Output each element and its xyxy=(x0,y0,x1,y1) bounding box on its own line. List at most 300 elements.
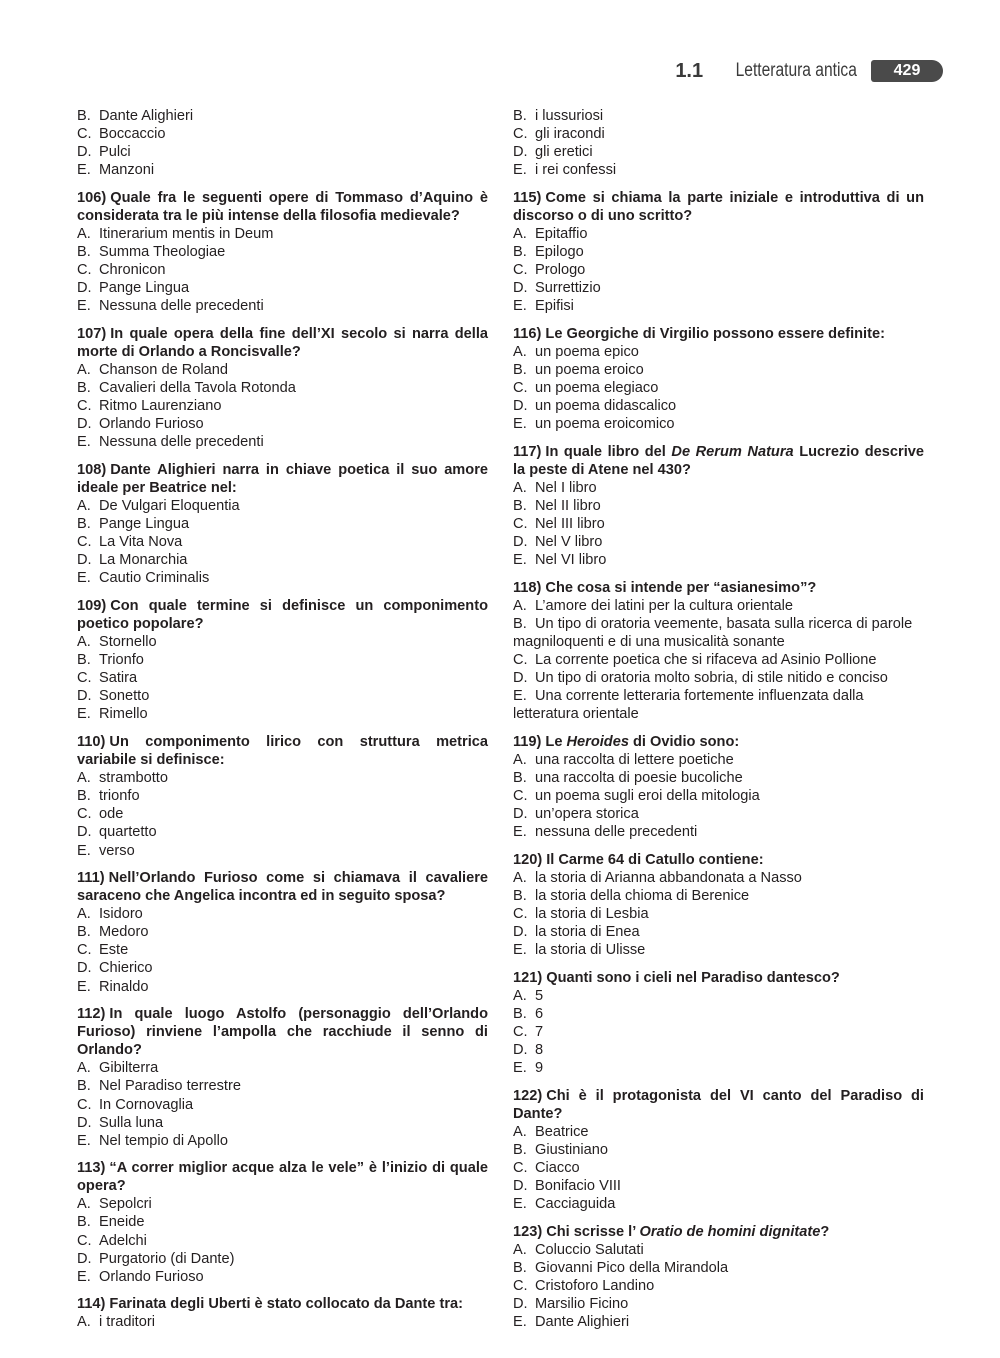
option-letter: B. xyxy=(513,1142,527,1159)
answer-option xyxy=(77,1096,488,1114)
answer-option xyxy=(513,497,924,515)
answer-option xyxy=(77,297,488,315)
answer-option xyxy=(77,651,488,669)
option-text: la storia di Enea xyxy=(535,924,640,941)
answer-option xyxy=(77,433,488,451)
answer-option xyxy=(513,379,924,397)
answer-option xyxy=(513,1159,924,1177)
option-text: Nel Paradiso terrestre xyxy=(99,1078,241,1095)
option-text: Rimello xyxy=(99,706,148,723)
option-text: Prologo xyxy=(535,262,586,279)
option-text: Beatrice xyxy=(535,1124,589,1140)
option-letter: B. xyxy=(77,1078,91,1095)
option-letter: E. xyxy=(77,842,91,859)
option-text: i traditori xyxy=(99,1314,155,1331)
question-number: 120) xyxy=(513,851,543,868)
answer-option xyxy=(513,125,924,143)
option-text: un poema epico xyxy=(535,343,639,360)
option-text: Nel tempio di Apollo xyxy=(99,1132,228,1149)
answer-option xyxy=(77,1213,488,1231)
option-text: un poema eroico xyxy=(535,362,644,378)
question-block xyxy=(513,969,924,1078)
answer-option xyxy=(513,343,924,361)
option-text: gli iracondi xyxy=(535,126,605,143)
option-letter: E. xyxy=(513,1060,527,1077)
option-text: Chierico xyxy=(99,960,153,977)
answer-option xyxy=(513,615,924,651)
answer-option xyxy=(513,905,924,923)
option-letter: B. xyxy=(513,888,527,905)
question-text xyxy=(513,189,924,225)
option-letter: A. xyxy=(77,634,91,651)
option-letter: B. xyxy=(77,380,91,397)
option-letter: E. xyxy=(513,162,527,179)
question-number: 114) xyxy=(77,1296,106,1313)
option-letter: A. xyxy=(77,362,91,378)
question-body: In quale opera della fine dell’XI secolo si narra della morte di Orlando a Roncisvalle? xyxy=(77,325,488,360)
question-text xyxy=(77,869,488,905)
answer-option xyxy=(513,1177,924,1195)
question-block xyxy=(513,1087,924,1214)
option-letter: A. xyxy=(513,870,527,886)
question-number: 108) xyxy=(77,461,107,478)
option-text: Isidoro xyxy=(99,906,143,923)
question-block xyxy=(77,461,488,588)
option-text: un poema didascalico xyxy=(535,398,677,415)
answer-option xyxy=(77,1114,488,1132)
question-number: 111) xyxy=(77,870,105,886)
answer-option xyxy=(77,1195,488,1213)
option-text: L’amore dei latini per la cultura orientale xyxy=(535,597,793,614)
option-text: Medoro xyxy=(99,924,149,941)
option-text: Un tipo di oratoria veemente, basata sulla ricerca di parole magniloquenti e di una musicalità sonante xyxy=(513,616,913,651)
option-letter: A. xyxy=(77,1196,91,1213)
question-text xyxy=(513,579,924,597)
option-letter: E. xyxy=(77,706,91,723)
question-body: Che cosa si intende per “asianesimo”? xyxy=(545,579,817,596)
answer-option xyxy=(77,361,488,379)
option-text: i lussuriosi xyxy=(535,108,604,124)
option-letter: B. xyxy=(513,108,527,124)
option-text: De Vulgari Eloquentia xyxy=(99,498,240,515)
option-letter: A. xyxy=(77,498,91,515)
option-text: una raccolta di lettere poetiche xyxy=(535,752,734,769)
question-block xyxy=(513,443,924,570)
answer-option xyxy=(77,823,488,841)
answer-option xyxy=(77,633,488,651)
question-body: Come si chiama la parte iniziale e introduttiva di un discorso o di uno scritto? xyxy=(513,189,924,224)
question-number: 115) xyxy=(513,189,542,206)
question-number: 113) xyxy=(77,1160,106,1177)
answer-option xyxy=(77,941,488,959)
answer-option xyxy=(77,225,488,243)
answer-option xyxy=(77,669,488,687)
option-text: Cacciaguida xyxy=(535,1196,616,1213)
answer-option xyxy=(513,279,924,297)
question-block xyxy=(513,1223,924,1332)
section-title: Letteratura antica xyxy=(735,60,857,81)
answer-option xyxy=(513,1005,924,1023)
option-text: Epitaffio xyxy=(535,225,588,242)
option-letter: C. xyxy=(513,1160,528,1177)
question-number: 118) xyxy=(513,579,542,596)
answer-option xyxy=(77,842,488,860)
question-number: 110) xyxy=(77,733,106,750)
question-number: 121) xyxy=(513,969,543,986)
answer-option xyxy=(513,107,924,125)
option-letter: B. xyxy=(513,770,527,787)
question-text xyxy=(77,189,488,225)
option-text: Dante Alighieri xyxy=(535,1314,630,1331)
option-letter: B. xyxy=(77,108,91,124)
section-number: 1.1 xyxy=(675,59,704,82)
question-text xyxy=(513,1087,924,1123)
answer-option xyxy=(77,551,488,569)
question-body: Le xyxy=(545,733,563,750)
answer-option xyxy=(513,805,924,823)
option-text: Ritmo Laurenziano xyxy=(99,398,222,415)
option-text: Nel I libro xyxy=(535,479,597,496)
answer-option xyxy=(77,161,488,179)
left-column xyxy=(77,107,488,1331)
option-letter: A. xyxy=(77,770,91,787)
option-letter: D. xyxy=(513,144,528,161)
option-text: La corrente poetica che si rifaceva ad Asinio Pollione xyxy=(535,652,877,669)
option-text: ode xyxy=(99,806,124,823)
answer-option xyxy=(77,978,488,996)
option-text: Ciacco xyxy=(535,1160,580,1177)
option-text: Epilogo xyxy=(535,244,584,261)
option-text: Cavalieri della Tavola Rotonda xyxy=(99,380,296,397)
answer-option xyxy=(77,279,488,297)
question-italic-title: Heroides xyxy=(566,733,629,750)
option-text: Dante Alighieri xyxy=(99,108,194,124)
option-text: quartetto xyxy=(99,824,157,841)
option-letter: B. xyxy=(513,616,527,632)
answer-option xyxy=(77,1059,488,1077)
answer-option xyxy=(513,1313,924,1331)
option-text: la storia di Ulisse xyxy=(535,942,646,959)
question-number: 109) xyxy=(77,597,107,614)
option-letter: A. xyxy=(77,1060,91,1077)
answer-option xyxy=(77,1313,488,1331)
answer-option xyxy=(77,687,488,705)
option-letter: C. xyxy=(77,534,92,551)
option-letter: E. xyxy=(513,688,527,705)
right-column xyxy=(513,107,924,1331)
option-letter: C. xyxy=(77,942,92,959)
option-text: Stornello xyxy=(99,634,157,651)
option-text: La Vita Nova xyxy=(99,534,183,551)
option-text: La Monarchia xyxy=(99,552,188,569)
answer-option xyxy=(77,415,488,433)
option-letter: A. xyxy=(513,343,527,360)
option-text: Purgatorio (di Dante) xyxy=(99,1250,235,1267)
answer-option xyxy=(513,887,924,905)
option-text: Sepolcri xyxy=(99,1196,152,1213)
question-body: ? xyxy=(820,1223,830,1240)
question-text xyxy=(513,969,924,987)
option-letter: D. xyxy=(513,1042,528,1059)
question-block xyxy=(513,189,924,316)
option-text: trionfo xyxy=(99,788,140,805)
question-number: 116) xyxy=(513,325,542,342)
option-letter: D. xyxy=(77,688,92,705)
option-text: strambotto xyxy=(99,770,168,787)
answer-option xyxy=(77,705,488,723)
option-text: Nel V libro xyxy=(535,534,603,551)
option-letter: D. xyxy=(77,824,92,841)
option-letter: D. xyxy=(513,924,528,941)
answer-option xyxy=(513,923,924,941)
question-italic-title: Oratio de homini dignitate xyxy=(639,1223,821,1240)
option-letter: E. xyxy=(77,978,91,995)
question-body: Chi è il protagonista del VI canto del Paradiso di Dante? xyxy=(513,1087,924,1122)
option-text: 8 xyxy=(535,1042,544,1059)
option-letter: D. xyxy=(513,534,528,551)
answer-option xyxy=(513,1041,924,1059)
option-letter: C. xyxy=(513,516,528,533)
answer-option xyxy=(513,1059,924,1077)
option-letter: D. xyxy=(513,1178,528,1195)
option-letter: E. xyxy=(77,570,91,587)
question-body: Farinata degli Uberti è stato collocato da Dante tra: xyxy=(109,1296,463,1313)
page-number-badge: 429 xyxy=(871,60,943,82)
option-letter: D. xyxy=(77,1250,92,1267)
option-letter: C. xyxy=(513,652,528,669)
answer-option xyxy=(513,1295,924,1313)
option-letter: E. xyxy=(513,1196,527,1213)
option-letter: C. xyxy=(513,906,528,923)
option-letter: D. xyxy=(77,280,92,297)
question-body: Un componimento lirico con struttura metrica variabile si definisce: xyxy=(77,733,488,769)
question-text xyxy=(513,325,924,343)
answer-option xyxy=(77,243,488,261)
option-text: un poema elegiaco xyxy=(535,380,659,397)
option-letter: C. xyxy=(513,1278,528,1295)
option-letter: B. xyxy=(77,652,91,669)
question-text xyxy=(77,1295,488,1313)
answer-option xyxy=(513,1195,924,1213)
question-body: Chi scrisse l’ xyxy=(546,1223,636,1240)
option-text: Chronicon xyxy=(99,262,166,279)
question-number: 117) xyxy=(513,443,542,460)
option-letter: A. xyxy=(513,1241,527,1258)
option-letter: C. xyxy=(77,126,92,143)
answer-option xyxy=(77,1232,488,1250)
question-body: In quale luogo Astolfo (personaggio dell’Orlando Furioso) rinviene l’ampolla che racchiude il senno di Orlando? xyxy=(77,1006,488,1059)
option-text: Pange Lingua xyxy=(99,516,190,533)
answer-option xyxy=(77,261,488,279)
answer-option xyxy=(513,479,924,497)
option-letter: A. xyxy=(513,752,527,769)
option-letter: E. xyxy=(513,552,527,569)
question-block xyxy=(513,851,924,960)
answer-option xyxy=(513,143,924,161)
answer-option xyxy=(77,379,488,397)
option-text: Adelchi xyxy=(99,1232,147,1249)
option-text: Summa Theologiae xyxy=(99,244,226,261)
question-block xyxy=(77,189,488,316)
question-block xyxy=(77,1005,488,1150)
option-letter: E. xyxy=(513,1314,527,1331)
answer-option xyxy=(513,769,924,787)
answer-option xyxy=(77,569,488,587)
option-text: Sonetto xyxy=(99,688,150,705)
option-text: gli eretici xyxy=(535,144,593,161)
option-text: In Cornovaglia xyxy=(99,1096,194,1113)
option-text: Boccaccio xyxy=(99,126,166,143)
answer-option xyxy=(77,125,488,143)
answer-option xyxy=(513,751,924,769)
option-text: Bonifacio VIII xyxy=(535,1178,621,1195)
option-letter: B. xyxy=(513,244,527,261)
option-text: Sulla luna xyxy=(99,1114,164,1131)
option-letter: E. xyxy=(513,824,527,841)
option-letter: B. xyxy=(77,244,91,261)
question-number: 106) xyxy=(77,189,107,206)
answer-option xyxy=(77,515,488,533)
question-body: Con quale termine si definisce un componimento poetico popolare? xyxy=(77,597,488,632)
question-block xyxy=(77,1159,488,1286)
answer-option xyxy=(513,361,924,379)
answer-option xyxy=(77,497,488,515)
option-text: Rinaldo xyxy=(99,978,149,995)
option-text: Un tipo di oratoria molto sobria, di stile nitido e conciso xyxy=(535,670,888,687)
answer-option xyxy=(77,1250,488,1268)
option-text: 5 xyxy=(535,987,544,1004)
answer-option xyxy=(513,987,924,1005)
answer-option xyxy=(77,397,488,415)
question-block xyxy=(77,869,488,996)
answer-option xyxy=(513,533,924,551)
option-letter: C. xyxy=(77,262,92,279)
option-text: verso xyxy=(99,842,135,859)
option-letter: E. xyxy=(77,162,91,179)
option-text: Itinerarium mentis in Deum xyxy=(99,225,274,242)
option-letter: C. xyxy=(77,398,92,415)
option-letter: A. xyxy=(77,225,91,242)
option-text: la storia della chioma di Berenice xyxy=(535,888,750,905)
answer-option xyxy=(77,1132,488,1150)
answer-option xyxy=(77,1268,488,1286)
answer-option xyxy=(77,923,488,941)
question-number: 119) xyxy=(513,733,542,750)
answer-option xyxy=(513,1023,924,1041)
question-number: 107) xyxy=(77,325,107,342)
answer-option xyxy=(77,805,488,823)
option-letter: C. xyxy=(513,1024,528,1041)
question-number: 123) xyxy=(513,1223,543,1240)
option-text: Giustiniano xyxy=(535,1142,609,1159)
question-text xyxy=(513,1223,924,1241)
question-body: In quale libro del xyxy=(545,443,666,460)
option-text: un poema sugli eroi della mitologia xyxy=(535,788,760,805)
option-letter: B. xyxy=(513,1006,527,1023)
option-letter: A. xyxy=(513,987,527,1004)
answer-option xyxy=(513,297,924,315)
answer-option xyxy=(77,107,488,125)
answer-option xyxy=(513,415,924,433)
option-text: un poema eroicomico xyxy=(535,416,675,433)
option-letter: A. xyxy=(513,479,527,496)
option-letter: C. xyxy=(513,380,528,397)
answer-option xyxy=(513,787,924,805)
option-letter: A. xyxy=(513,1124,527,1140)
question-block xyxy=(513,733,924,842)
answer-option xyxy=(77,959,488,977)
answer-option xyxy=(513,651,924,669)
question-body: Quale fra le seguenti opere di Tommaso d’Aquino è considerata tra le più intense della filosofia medievale? xyxy=(77,189,488,224)
option-text: Surrettizio xyxy=(535,280,601,297)
question-block xyxy=(77,597,488,724)
option-letter: C. xyxy=(513,788,528,805)
question-text xyxy=(77,733,488,769)
option-letter: C. xyxy=(513,126,528,143)
answer-option xyxy=(77,143,488,161)
question-body: Nell’Orlando Furioso come si chiamava il cavaliere saraceno che Angelica incontra ed in seguito sposa? xyxy=(77,870,488,905)
answer-option xyxy=(513,243,924,261)
option-letter: D. xyxy=(513,398,528,415)
question-italic-title: De Rerum Natura xyxy=(671,443,794,460)
option-text: Nel VI libro xyxy=(535,552,607,569)
option-letter: C. xyxy=(77,1096,92,1113)
option-text: Gibilterra xyxy=(99,1060,159,1077)
option-letter: D. xyxy=(77,552,92,569)
option-letter: B. xyxy=(513,1260,527,1277)
option-text: i rei confessi xyxy=(535,162,617,179)
option-text: Giovanni Pico della Mirandola xyxy=(535,1260,729,1277)
option-text: Pange Lingua xyxy=(99,280,190,297)
question-block xyxy=(77,733,488,860)
answer-option xyxy=(77,787,488,805)
answer-option xyxy=(513,397,924,415)
option-letter: A. xyxy=(77,906,91,923)
answer-option xyxy=(513,515,924,533)
question-text xyxy=(77,597,488,633)
option-text: Una corrente letteraria fortemente influenzata dalla letteratura orientale xyxy=(513,688,864,723)
option-letter: E. xyxy=(513,942,527,959)
option-text: Trionfo xyxy=(99,652,144,669)
option-text: Orlando Furioso xyxy=(99,416,204,433)
option-letter: D. xyxy=(513,670,528,687)
option-text: Manzoni xyxy=(99,162,155,179)
question-block xyxy=(513,579,924,724)
option-letter: C. xyxy=(77,806,92,823)
answer-option xyxy=(513,1241,924,1259)
option-text: Este xyxy=(99,942,129,959)
question-body: Lucrezio descrive la peste di Atene nel 430? xyxy=(513,443,924,478)
answer-option xyxy=(513,1123,924,1141)
option-letter: E. xyxy=(77,1132,91,1149)
answer-option xyxy=(513,687,924,723)
option-text: 9 xyxy=(535,1060,544,1077)
question-body: Dante Alighieri narra in chiave poetica il suo amore ideale per Beatrice nel: xyxy=(77,461,488,496)
option-text: la storia di Arianna abbandonata a Nasso xyxy=(535,870,802,886)
answer-option xyxy=(513,597,924,615)
option-text: Nessuna delle precedenti xyxy=(99,298,264,315)
answer-option xyxy=(513,161,924,179)
answer-option xyxy=(513,1277,924,1295)
option-text: Nel III libro xyxy=(535,516,605,533)
option-text: Chanson de Roland xyxy=(99,362,229,378)
option-text: Coluccio Salutati xyxy=(535,1241,644,1258)
option-letter: D. xyxy=(77,144,92,161)
option-letter: D. xyxy=(77,416,92,433)
answer-option xyxy=(513,669,924,687)
option-text: 6 xyxy=(535,1006,544,1023)
question-block xyxy=(77,325,488,452)
